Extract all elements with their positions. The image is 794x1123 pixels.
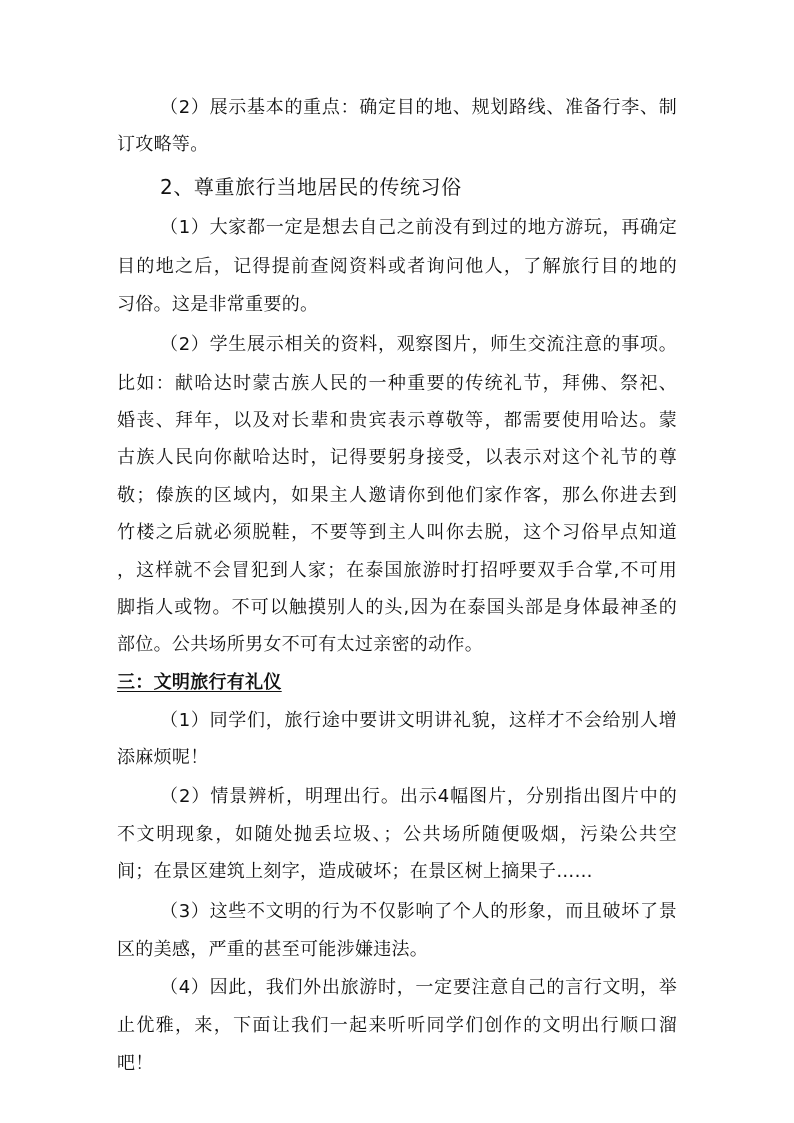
paragraph-line: （2）展示基本的重点：确定目的地、规划路线、准备行李、制 [160,97,677,118]
paragraph-line: 目的地之后，记得提前查阅资料或者询问他人，了解旅行目的地的 [117,256,677,277]
paragraph-line: 部位。公共场所男女不可有太过亲密的动作。 [117,634,483,655]
paragraph-line: 订攻略等。 [117,134,209,155]
paragraph-line: 区的美感，严重的甚至可能涉嫌违法。 [117,939,429,960]
paragraph-line: （4）因此，我们外出旅游时，一定要注意自己的言行文明，举 [160,977,677,998]
paragraph-line: 止优雅，来，下面让我们一起来听听同学们创作的文明出行顺口溜 [117,1015,677,1036]
paragraph-line: （1）同学们，旅行途中要讲文明讲礼貌，这样才不会给别人增 [160,710,677,731]
paragraph-line: ，这样就不会冒犯到人家；在泰国旅游时打招呼要双手合掌,不可用 [117,560,677,581]
paragraph-line: 不文明现象，如随处抛丢垃圾、；公共场所随便吸烟，污染公共空 [117,824,677,845]
section-heading: 2、尊重旅行当地居民的传统习俗 [160,175,462,199]
paragraph-line: 吧！ [117,1053,154,1074]
paragraph-line: 添麻烦呢！ [117,747,209,768]
paragraph-line: 间；在景区建筑上刻字，造成破坏；在景区树上摘果子…… [117,861,593,882]
paragraph-line: 比如：献哈达时蒙古族人民的一种重要的传统礼节，拜佛、祭祀、 [117,373,677,394]
paragraph-line: 习俗。这是非常重要的。 [117,294,319,315]
section-title: 三：文明旅行有礼仪 [117,672,282,693]
paragraph-line: 脚指人或物。不可以触摸别人的头,因为在泰国头部是身体最神圣的 [117,597,677,618]
paragraph-line: 古族人民向你献哈达时，记得要躬身接受，以表示对这个礼节的尊 [117,447,677,468]
paragraph-line: 竹楼之后就必须脱鞋，不要等到主人叫你去脱，这个习俗早点知道 [117,522,677,543]
paragraph-line: 敬；傣族的区域内，如果主人邀请你到他们家作客，那么你进去到 [117,485,677,506]
paragraph-line: （2）学生展示相关的资料，观察图片，师生交流注意的事项。 [160,334,677,355]
paragraph-line: （1）大家都一定是想去自己之前没有到过的地方游玩，再确定 [160,217,677,238]
paragraph-line: 婚丧、拜年，以及对长辈和贵宾表示尊敬等，都需要使用哈达。蒙 [117,410,677,431]
paragraph-line: （3）这些不文明的行为不仅影响了个人的形象，而且破坏了景 [160,901,677,922]
paragraph-line: （2）情景辨析，明理出行。出示4幅图片，分别指出图片中的 [160,786,677,807]
